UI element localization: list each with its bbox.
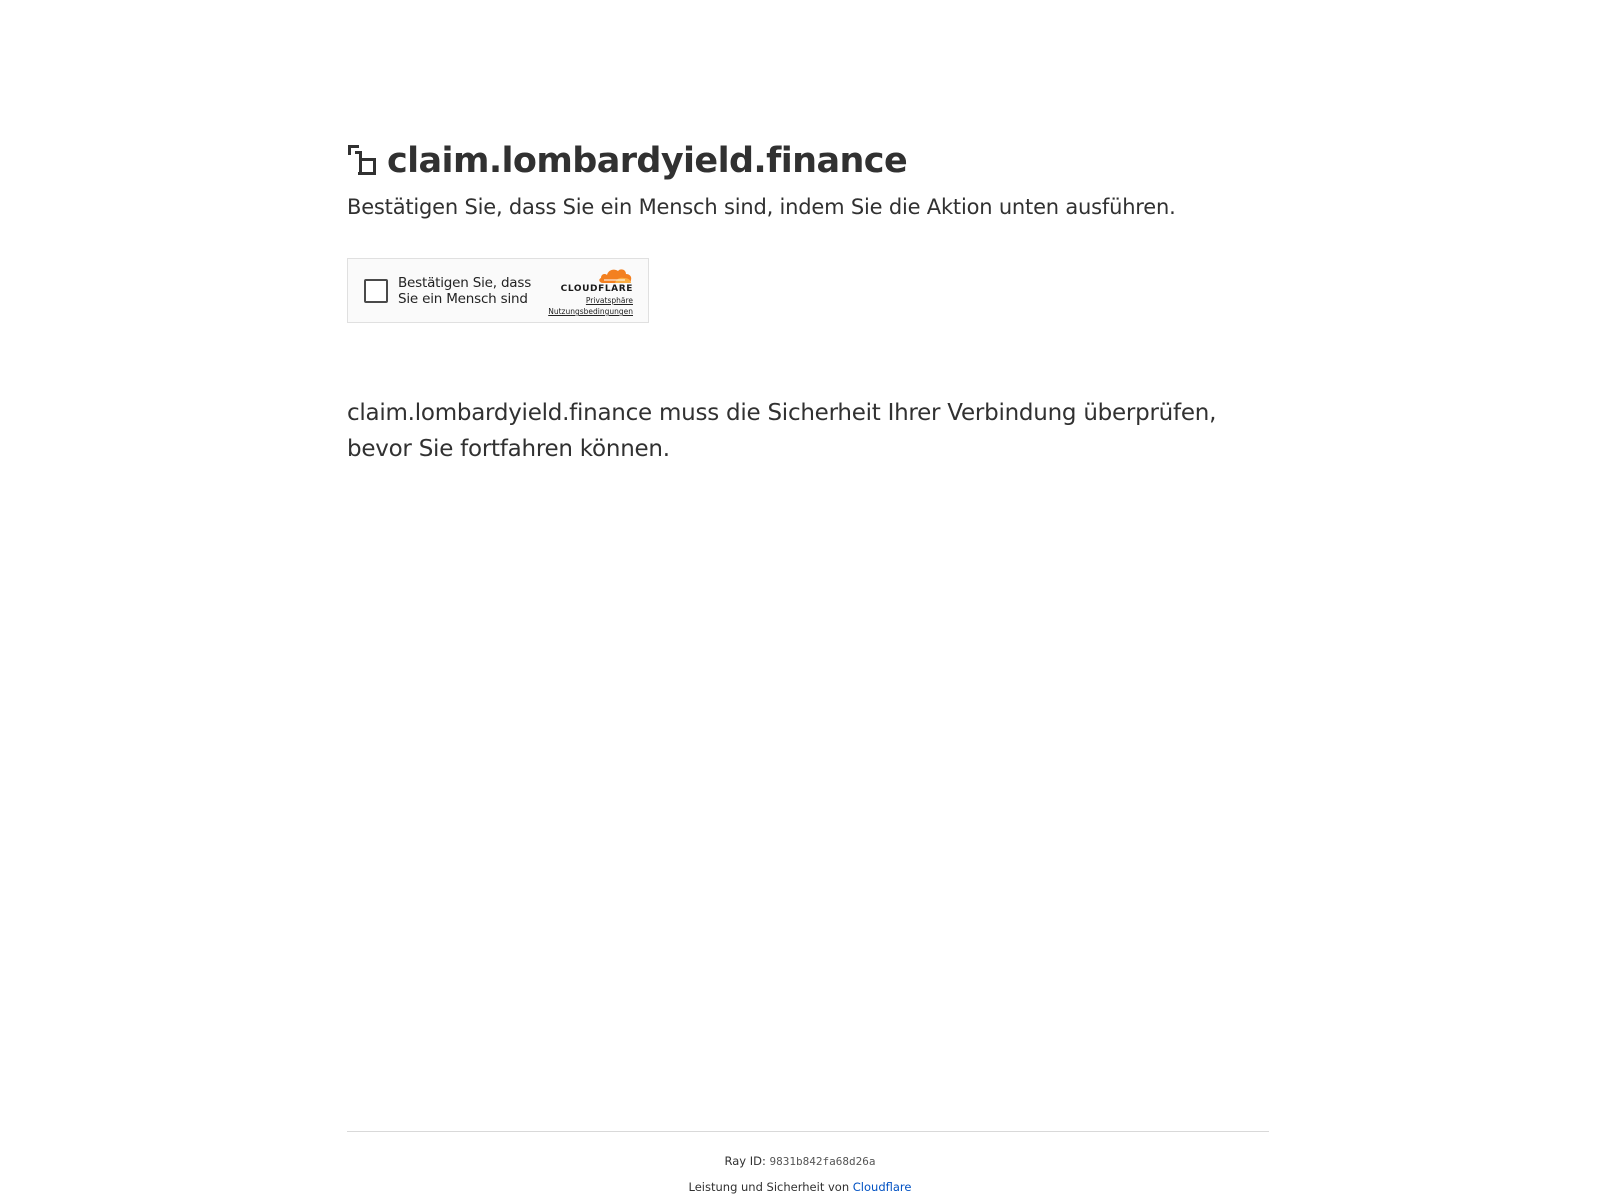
cloudflare-branding bbox=[548, 265, 633, 316]
powered-by-text: Leistung und Sicherheit von bbox=[688, 1180, 850, 1194]
turnstile-widget bbox=[347, 258, 649, 323]
cloudflare-cloud-icon bbox=[595, 265, 633, 285]
title-row bbox=[347, 135, 1267, 187]
page-title: claim.lombardyield.finance bbox=[387, 141, 908, 181]
main-content bbox=[347, 135, 1267, 462]
page-subtitle: Bestätigen Sie, dass Sie ein Mensch sind, indem Sie die Aktion unten ausführen. bbox=[347, 195, 1176, 219]
cloudflare-wordmark: CLOUDFLARE bbox=[560, 284, 633, 294]
ray-id-value: 9831b842fa68d26a bbox=[769, 1155, 876, 1168]
cloudflare-footer-link[interactable]: Cloudflare bbox=[852, 1180, 912, 1194]
security-check-description: claim.lombardyield.finance muss die Sicherheit Ihrer Verbindung überprüfen, bevor Sie fortfahren können. bbox=[347, 400, 1217, 462]
terms-link[interactable]: Nutzungsbedingungen bbox=[548, 307, 633, 316]
ray-id-label: Ray ID: bbox=[724, 1154, 766, 1168]
human-verification-checkbox[interactable] bbox=[364, 279, 388, 303]
ray-id-line bbox=[0, 1154, 1600, 1168]
site-logo-icon bbox=[347, 144, 379, 178]
powered-by-line bbox=[0, 1180, 1600, 1194]
privacy-link[interactable]: Privatsphäre bbox=[585, 296, 633, 305]
footer-divider bbox=[347, 1131, 1269, 1132]
checkbox-label: Bestätigen Sie, dass Sie ein Mensch sind bbox=[398, 274, 532, 307]
